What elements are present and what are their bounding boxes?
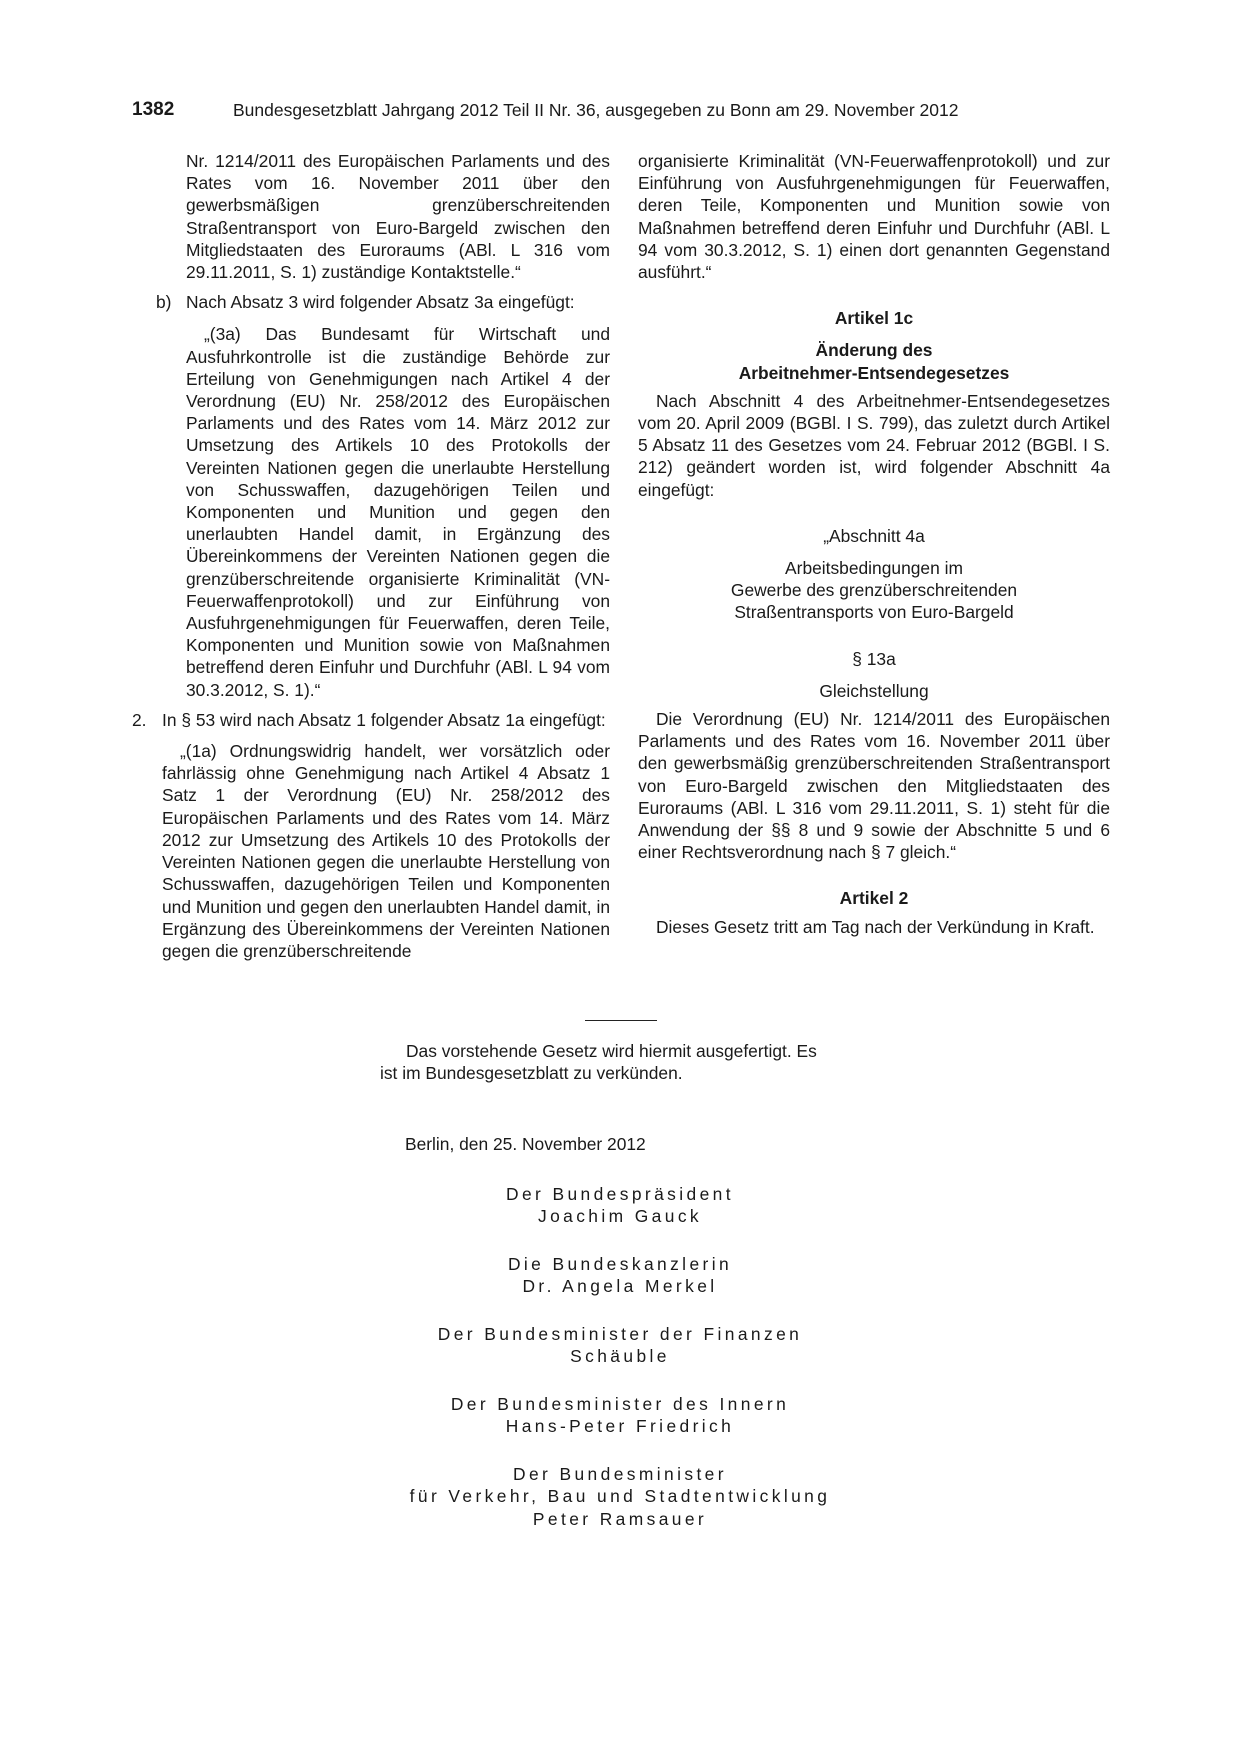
place-and-date: Berlin, den 25. November 2012 <box>405 1134 646 1154</box>
signature-block <box>320 1463 920 1530</box>
list-text-b: Nach Absatz 3 wird folgender Absatz 3a eingefügt: <box>186 292 575 313</box>
article-1c-text: Nach Abschnitt 4 des Arbeitnehmer-Entsendegesetzes vom 20. April 2009 (BGBl. I S. 799), das zuletzt durch Artikel 5 Absatz 11 des Gesetzes vom 24. Februar 2012 (BGBl. I S. 212) geändert worden ist, wird folgender Abschnitt 4a eingefügt: <box>638 390 1110 500</box>
signature-role-line2: für Verkehr, Bau und Stadtentwicklung <box>409 1486 831 1507</box>
paragraph-13a-text: Die Verordnung (EU) Nr. 1214/2011 des Europäischen Parlaments und des Rates vom 16. November 2011 über den gewerbsmäßig grenzüberschreitenden Straßentransport von Euro-Bargeld zwischen den Mitgliedstaaten des Euroraums (ABl. L 316 vom 29.11.2011, S. 1) steht für die Anwendung der §§ 8 und 9 sowie der Abschnitte 5 und 6 einer Rechtsverordnung nach § 7 gleich.“ <box>638 709 1110 863</box>
left-column <box>132 150 610 962</box>
signature-name: Schäuble <box>570 1346 670 1367</box>
signature-name: Hans-Peter Friedrich <box>505 1416 735 1437</box>
signature-role: Der Bundesminister der Finanzen <box>437 1324 803 1344</box>
article-1c-title-line1: Änderung des <box>815 340 933 361</box>
page-number: 1382 <box>132 99 175 120</box>
paragraph-13a-heading: § 13a <box>852 648 896 669</box>
signature-block <box>320 1393 920 1438</box>
left-continuation-text: Nr. 1214/2011 des Europäischen Parlaments und des Rates vom 16. November 2011 über den gewerbsmäßigen grenzüberschreitenden Straßentransport von Euro-Bargeld zwischen den Mitgliedstaaten des Euroraums (ABl. L 316 vom 29.11.2011, S. 1) zuständige Kontaktstelle.“ <box>186 151 610 283</box>
signature-block <box>320 1253 920 1298</box>
list-item-b <box>132 291 610 313</box>
quote-paragraph-3a: „(3a) Das Bundesamt für Wirtschaft und Ausfuhrkontrolle ist die zuständige Behörde zur Erteilung von Genehmigungen nach Artikel 4 der Verordnung (EU) Nr. 258/2012 des Europäischen Parlaments und des Rates vom 14. März 2012 zur Umsetzung des Artikels 10 des Protokolls der Vereinten Nationen gegen die unerlaubte Herstellung von Schusswaffen, dazugehörigen Teilen und Komponenten und Munition und gegen den unerlaubten Handel damit, in Ergänzung des Übereinkommens der Vereinten Nationen gegen die grenzüberschreitende organisierte Kriminalität (VN-Feuerwaffenprotokoll) und zur Einführung von Ausfuhrgenehmigungen für Feuerwaffen, deren Teile, Komponenten und Munition sowie von Maßnahmen betreffend deren Einfuhr und Durchfuhr (ABl. L 94 vom 30.3.2012, S. 1).“ <box>186 324 610 700</box>
list-text-2: In § 53 wird nach Absatz 1 folgender Absatz 1a eingefügt: <box>162 709 606 730</box>
right-column <box>638 150 1110 938</box>
article-2-text: Dieses Gesetz tritt am Tag nach der Verkündung in Kraft. <box>656 916 1095 937</box>
section-4a-heading: „Abschnitt 4a <box>823 525 925 546</box>
enactment-clause <box>380 1040 860 1084</box>
page-header <box>0 99 1241 125</box>
paragraph-13a-title: Gleichstellung <box>819 680 929 701</box>
section-4a-title-line2: Gewerbe des grenzüberschreitenden <box>730 580 1018 601</box>
header-title: Bundesgesetzblatt Jahrgang 2012 Teil II Nr. 36, ausgegeben zu Bonn am 29. November 2012 <box>233 100 959 120</box>
right-continuation-text: organisierte Kriminalität (VN-Feuerwaffenprotokoll) und zur Einführung von Ausfuhrgenehmigungen für Feuerwaffen, deren Teile, Komponenten und Munition sowie von Maßnahmen betreffend deren Einfuhr und Durchfuhr (ABl. L 94 vom 30.3.2012, S. 1) einen dort genannten Gegenstand ausführt.“ <box>638 151 1110 283</box>
signature-role: Der Bundespräsident <box>506 1184 734 1204</box>
signature-name: Joachim Gauck <box>537 1206 703 1227</box>
signature-block <box>320 1183 920 1228</box>
article-1c-heading: Artikel 1c <box>834 308 914 329</box>
quote-paragraph-1a: „(1a) Ordnungswidrig handelt, wer vorsätzlich oder fahrlässig ohne Genehmigung nach Artikel 4 Absatz 1 Satz 1 der Verordnung (EU) Nr. 258/2012 des Europäischen Parlaments und des Rates vom 14. März 2012 zur Umsetzung des Artikels 10 des Protokolls der Vereinten Nationen gegen die unerlaubte Herstellung von Schusswaffen, dazugehörigen Teilen und Komponenten und Munition und gegen den unerlaubten Handel damit, in Ergänzung des Übereinkommens der Vereinten Nationen gegen die grenzüberschreitende <box>162 741 610 961</box>
section-4a-title-line3: Straßentransports von Euro-Bargeld <box>734 602 1014 623</box>
section-4a-title-line1: Arbeitsbedingungen im <box>785 558 963 579</box>
signature-name: Dr. Angela Merkel <box>522 1276 718 1297</box>
signature-name: Peter Ramsauer <box>532 1508 708 1529</box>
signature-role: Die Bundeskanzlerin <box>507 1254 733 1274</box>
article-2-heading: Artikel 2 <box>839 888 909 909</box>
list-label-b: b) <box>156 292 172 313</box>
signature-role: Der Bundesminister <box>513 1464 727 1484</box>
list-label-2: 2. <box>132 709 147 730</box>
signature-block <box>320 1323 920 1368</box>
enactment-line2: ist im Bundesgesetzblatt zu verkünden. <box>380 1063 683 1084</box>
list-item-2 <box>132 709 610 731</box>
enactment-line1: Das vorstehende Gesetz wird hiermit ausgefertigt. Es <box>406 1041 817 1061</box>
signature-role: Der Bundesminister des Innern <box>450 1394 790 1414</box>
article-1c-title-line2: Arbeitnehmer-Entsendegesetzes <box>738 362 1010 383</box>
separator-rule <box>585 1020 657 1021</box>
